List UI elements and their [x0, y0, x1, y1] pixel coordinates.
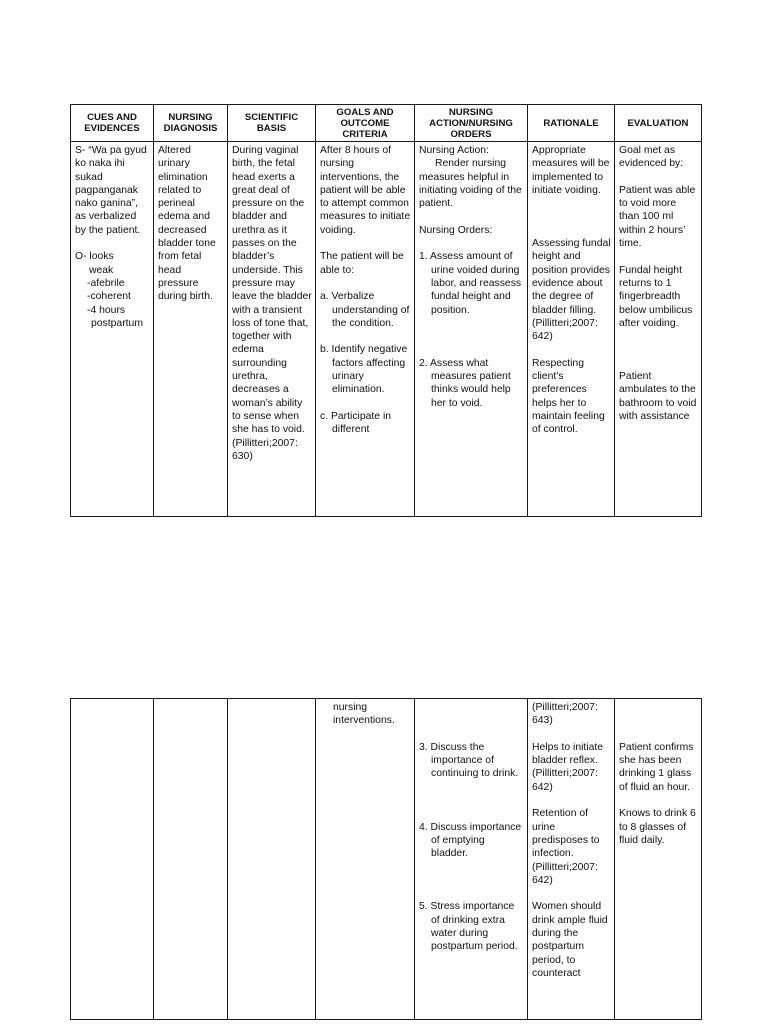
evaluation-lead: Goal met as evidenced by:: [619, 145, 684, 170]
goal-c-continued: nursing interventions.: [333, 702, 395, 727]
care-plan-row: [71, 142, 702, 517]
evaluation-4: Knows to drink 6 to 8 glasses of fluid daily.: [619, 808, 696, 846]
cell-diagnosis: [154, 142, 228, 517]
cell-basis-cont: [228, 699, 316, 1020]
objective-cue-1: weak: [89, 264, 114, 276]
objective-cue-2: -afebrile: [87, 277, 125, 289]
header-diagnosis: NURSING DIAGNOSIS: [154, 105, 228, 142]
nursing-order-3: 3. Discuss the importance of continuing to drink.: [419, 741, 519, 780]
care-plan-table-page2: [70, 698, 702, 1020]
evaluation-3-continued: Patient confirms she has been drinking 1 glass of fluid an hour.: [619, 741, 694, 793]
subjective-cue: S- “Wa pa gyud ko naka ihi sukad pagpanganak nako ganina”, as verbalized by the patient.: [75, 145, 147, 236]
rationale-3: Helps to initiate bladder reflex. (Pillitteri;2007: 642): [532, 741, 604, 793]
nursing-action-text: Render nursing measures helpful in initiating voiding of the patient.: [419, 158, 522, 210]
cell-cues: [71, 142, 154, 517]
header-basis: SCIENTIFIC BASIS: [228, 105, 316, 142]
header-rationale: RATIONALE: [528, 105, 615, 142]
cell-cues-cont: [71, 699, 154, 1020]
objective-cue-4: -4 hours: [87, 304, 126, 316]
objective-cue-lead: O- looks: [75, 251, 114, 263]
objective-cue-5: postpartum: [91, 317, 143, 329]
rationale-2: Respecting client’s preferences helps her to maintain feeling of control.: [532, 357, 605, 436]
nursing-diagnosis: Altered urinary elimination related to perineal edema and decreased bladder tone from fetal head pressure during birth.: [158, 145, 216, 303]
nursing-action-label: Nursing Action:: [419, 145, 489, 156]
cell-goals: [316, 142, 415, 517]
nursing-order-1: 1. Assess amount of urine voided during labor, and reassess fundal height and position.: [419, 251, 522, 316]
cell-rationale-cont: [528, 699, 615, 1020]
rationale-2-continued: (Pillitteri;2007: 643): [532, 702, 598, 727]
header-row: [71, 105, 702, 142]
rationale-0: Appropriate measures will be implemented to initiate voiding.: [532, 145, 610, 196]
cell-goals-cont: [316, 699, 415, 1020]
scientific-basis: During vaginal birth, the fetal head exerts a great deal of pressure on the bladder and urethra as it passes on the bladder’s underside. This pressure may leave the bladder with a transient loss of tone that, together with edema surrounding urethra, decreases a woman’s ability to sense when she has to void. (Pillitteri;2007: 630): [232, 145, 312, 462]
rationale-4: Retention of urine predisposes to infection. (Pillitteri;2007: 642): [532, 808, 600, 886]
care-plan-row-continued: [71, 699, 702, 1020]
nursing-order-2: 2. Assess what measures patient thinks would help her to void.: [419, 357, 511, 409]
care-plan-table-page1: [70, 104, 702, 517]
goal-c: c. Participate in different: [320, 410, 392, 436]
cell-evaluation-cont: [615, 699, 702, 1020]
header-goals: GOALS AND OUTCOME CRITERIA: [316, 105, 415, 142]
evaluation-1: Patient was able to void more than 100 ml within 2 hours’ time.: [619, 184, 696, 250]
rationale-1: Assessing fundal height and position provides evidence about the degree of bladder filling. (Pillitteri;2007: 642): [532, 238, 611, 343]
goal-a: a. Verbalize understanding of the condition.: [320, 291, 410, 329]
goal-b: b. Identify negative factors affecting urinary elimination.: [320, 344, 408, 396]
goal-lead: The patient will be able to:: [320, 251, 404, 276]
nursing-order-5: 5. Stress importance of drinking extra water during postpartum period.: [419, 901, 518, 953]
evaluation-2: Fundal height returns to 1 fingerbreadth below umbilicus after voiding.: [619, 264, 693, 329]
header-action: NURSING ACTION/NURSING ORDERS: [415, 105, 528, 142]
nursing-order-4: 4. Discuss importance of emptying bladder.: [419, 821, 522, 860]
cell-rationale: [528, 142, 615, 517]
cell-action-cont: [415, 699, 528, 1020]
nursing-orders-label: Nursing Orders:: [419, 224, 493, 236]
cell-diagnosis-cont: [154, 699, 228, 1020]
cell-action: [415, 142, 528, 517]
header-evaluation: EVALUATION: [615, 105, 702, 142]
cell-evaluation: [615, 142, 702, 517]
rationale-5: Women should drink ample fluid during the postpartum period, to counteract: [532, 901, 608, 979]
cell-basis: [228, 142, 316, 517]
evaluation-3: Patient ambulates to the bathroom to void with assistance: [619, 371, 697, 422]
header-cues: CUES AND EVIDENCES: [71, 105, 154, 142]
objective-cue-3: -coherent: [87, 291, 131, 303]
goal-intro: After 8 hours of nursing interventions, the patient will be able to attempt common measures to initiate voiding.: [320, 145, 411, 236]
